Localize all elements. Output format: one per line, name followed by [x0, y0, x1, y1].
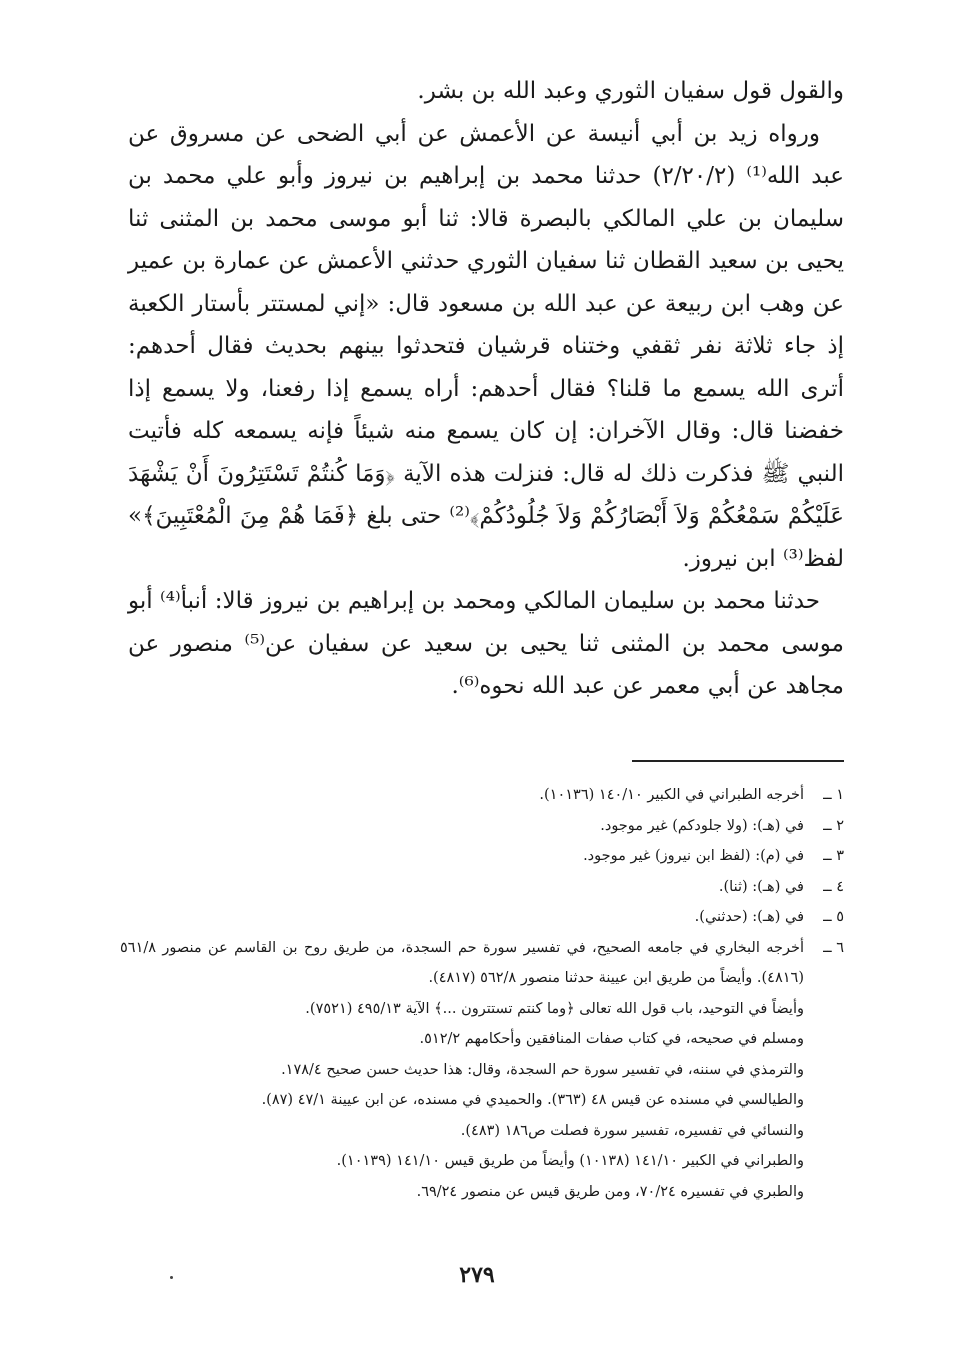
footnote-number: ٣ ــ: [823, 848, 844, 864]
footnote-text: في (هـ): (حدثني).: [694, 909, 804, 925]
footnote-number: ٤ ــ: [823, 878, 844, 895]
footnote-divider: [632, 760, 844, 762]
page-number: ٢٧٩: [459, 1262, 495, 1288]
footnote: [120, 780, 844, 811]
footnote: [120, 933, 844, 994]
footnote-text: أخرجه الطبراني في الكبير ١٤٠/١٠ (١٠١٣٦).: [539, 787, 804, 803]
paragraph: والقول قول سفيان الثوري وعبد الله بن بشر.: [417, 78, 844, 104]
footnote-text: أخرجه البخاري في جامعه الصحيح، في تفسير سورة حم السجدة، من طريق روح بن القاسم عن منصور ٥٦١/٨ (٤٨١٦). وأيضاً من طريق ابن عيينة حدثنا منصور ٥٦٢/٨ (٤٨١٧).: [120, 939, 804, 986]
scan-speck: [170, 1276, 173, 1279]
footnotes: [120, 780, 844, 1207]
footnote-continuation-line: والطبري في تفسيره ٧٠/٢٤، ومن طريق قيس عن منصور ٦٩/٢٤.: [416, 1183, 804, 1200]
paragraph: حدثنا محمد بن سليمان المالكي ومحمد بن إبراهيم بن نيروز قالا: أنبأ⁽⁴⁾ أبو موسى محمد بن المثنى ثنا يحيى بن سعيد عن سفيان عن⁽⁵⁾ منصور عن مجاهد عن أبي معمر عن عبد الله نحوه⁽⁶⁾.: [128, 588, 844, 699]
footnote-number: ٦ ــ: [823, 939, 844, 956]
footnote-continuation-line: والطبراني في الكبير ١٤١/١٠ (١٠١٣٨) وأيضاً من طريق قيس ١٤١/١٠ (١٠١٣٩).: [336, 1153, 804, 1169]
main-text: [128, 70, 844, 708]
footnote-number: ١ ــ: [823, 787, 844, 803]
footnote-number: ٢ ــ: [823, 817, 844, 834]
footnote: [120, 872, 844, 903]
footnote-continuation-line: وأيضاً في التوحيد، باب قول الله تعالى ﴿وما كنتم تستترون ...﴾ الآية ٤٩٥/١٣ (٧٥٢١).: [305, 1000, 804, 1017]
footnote-continuation-line: والطيالسي في مسنده عن قيس ٤٨ (٣٦٣). والحميدي في مسنده، عن ابن عيينة ٤٧/١ (٨٧).: [261, 1092, 804, 1108]
footnote-text: في (هـ): (ثنا).: [718, 878, 804, 895]
paragraph: ورواه زيد بن أبي أنيسة عن الأعمش عن أبي الضحى عن مسروق عن عبد الله⁽¹⁾ (٢/٢٠/٢) حدثنا محمد بن إبراهيم بن نيروز وأبو علي محمد بن سليمان بن علي المالكي بالبصرة قالا: ثنا أبو موسى محمد بن المثنى ثنا يحيى بن سعيد القطان ثنا سفيان الثوري حدثني الأعمش عن عمارة بن عمير عن وهب ابن ربيعة عن عبد الله بن مسعود قال: «إني لمستتر بأستار الكعبة إذ جاء ثلاثة نفر ثقفي وختناه قرشيان فتحدثوا بينهم بحديث فقال أحدهم: أترى الله يسمع ما قلنا؟ فقال أحدهم: أراه يسمع إذا رفعنا، ولا يسمع إذا خفضنا قال: وقال الآخران: إن كان يسمع منه شيئاً فإنه يسمعه كله فأتيت النبي ﷺ فذكرت ذلك له قال: فنزلت هذه الآية ﴿وَمَا كُنتُمْ تَسْتَتِرُونَ أَنْ يَشْهَدَ عَلَيْكُمْ سَمْعُكُمْ وَلاَ أَبْصَارُكُمْ وَلاَ جُلُودُكُمْ﴾⁽²⁾ حتى بلغ ﴿فَمَا هُمْ مِنَ الْمُعْتَبِينَ﴾» لفظ⁽³⁾ ابن نيروز.: [128, 120, 845, 572]
footnote-number: ٥ ــ: [823, 909, 844, 925]
footnote-continuation-line: والنسائي في تفسيره، تفسير سورة فصلت ص١٨٦ (٤٨٣).: [460, 1122, 804, 1139]
footnote: [120, 811, 844, 842]
footnote: [120, 902, 844, 933]
footnote-continuation-line: والترمذي في سننه، في تفسير سورة حم السجدة، وقال: هذا حديث حسن صحيح ١٧٨/٤.: [281, 1061, 804, 1078]
footnote-text: في (هـ): (ولا جلودكم) غير موجود.: [600, 817, 804, 834]
footnote-text: في (م): (لفظ ابن نيروز) غير موجود.: [583, 848, 804, 864]
footnote-continuation-line: ومسلم في صحيحه، في كتاب صفات المنافقين وأحكامهم ٥١٢/٢.: [419, 1031, 804, 1047]
footnote: [120, 841, 844, 872]
